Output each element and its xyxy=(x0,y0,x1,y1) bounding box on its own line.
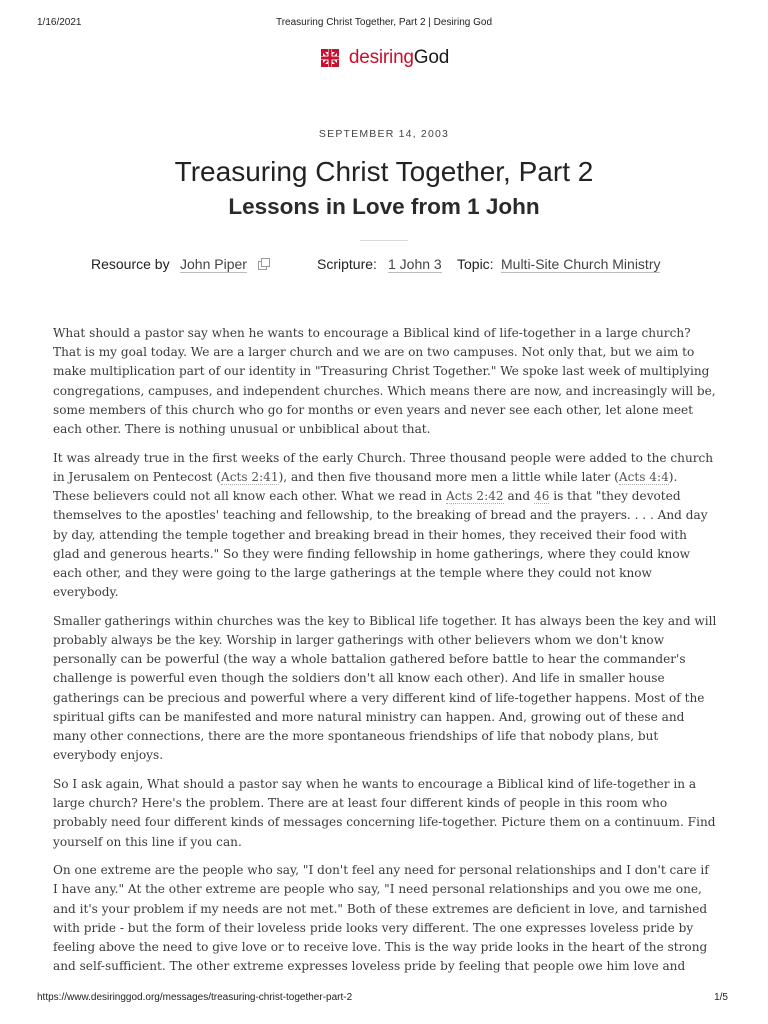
paragraph-5: On one extreme are the people who say, "I don't feel any need for personal relationships and I don't care if I have any." At the other extreme are people who say, "I need personal relationships and you owe me one, and it's your problem if my needs are not met." Both of these extremes are deficient in love, and tarnished with pride - but the form of their loveless pride looks very different. The one expresses loveless pride by feeling above the need to give love or to receive love. This is the way pride looks in the heart of the strong and self-sufficient. The other extreme expresses loveless pride by feeling that people owe him love and xyxy=(53,863,709,974)
paragraph-4: So I ask again, What should a pastor say when he wants to encourage a Biblical kind of life-together in a large church? Here's the problem. There are at least four different kinds of people in this room who probably need four different kinds of messages concerning life-together. Picture them on a continuum. Find yourself on this line if you can. xyxy=(53,776,716,849)
scripture-ref-link[interactable]: Acts 2:41 xyxy=(220,469,279,484)
print-date: 1/16/2021 xyxy=(37,17,82,28)
paragraph-3: Smaller gatherings within churches was the key to Biblical life together. It has always been the key and will probably always be the key. Worship in larger gatherings with other believers whom we don't know personally can be powerful (the way a whole battalion gathered before battle to hear the commander's challenge is powerful even though the soldiers don't all know each other). And life in smaller house gatherings can be precious and powerful where a very different kind of life-together happens. Most of the spiritual gifts can be manifested and more natural ministry can happen. And, growing out of these and many other connections, there are the more spontaneous friendships of life that nobody plans, but everybody enjoys. xyxy=(53,613,717,763)
brand-name-prefix: desiring xyxy=(348,47,414,68)
site-brand[interactable] xyxy=(0,47,768,69)
paragraph-2: It was already true in the first weeks of the early Church. Three thousand people were added to the church in Jerusalem on Pentecost (Acts 2:41), and then five thousand more men a little while later (Acts 4:4). These believers could not all know each other. What we read in Acts 2:42 and 46 is that "they devoted themselves to the apostles' teaching and fellowship, to the breaking of bread and the prayers. . . . And day by day, attending the temple together and breaking bread in their homes, they received their food with glad and generous hearts." So they were finding fellowship in home gatherings, where they could know each other, and they were going to the large gatherings at the temple where they could not know everybody. xyxy=(53,450,714,600)
print-page-title: Treasuring Christ Together, Part 2 | Desiring God xyxy=(275,17,493,28)
author-link[interactable]: John Piper xyxy=(180,256,247,272)
brand-name xyxy=(349,47,449,69)
external-window-icon[interactable] xyxy=(257,257,271,271)
scripture-ref-link[interactable]: Acts 4:4 xyxy=(618,469,669,484)
scripture-label: Scripture: xyxy=(317,256,377,272)
article-subtitle: Lessons in Love from 1 John xyxy=(228,194,540,219)
desiring-god-logo-icon xyxy=(319,47,341,69)
resource-label: Resource by xyxy=(91,256,170,272)
article-title: Treasuring Christ Together, Part 2 xyxy=(174,156,594,187)
scripture-link[interactable]: 1 John 3 xyxy=(388,256,442,272)
topic-label: Topic: xyxy=(457,256,494,272)
brand-name-suffix: God xyxy=(413,47,450,68)
scripture-ref-link[interactable]: Acts 2:42 xyxy=(446,489,504,504)
print-page-number: 1/5 xyxy=(714,992,728,1003)
article-body xyxy=(53,324,717,986)
article-date: SEPTEMBER 14, 2003 xyxy=(318,128,450,140)
scripture-ref-link[interactable]: 46 xyxy=(534,489,550,504)
title-divider xyxy=(360,240,408,241)
print-url: https://www.desiringgod.org/messages/treasuring-christ-together-part-2 xyxy=(37,992,353,1003)
print-footer xyxy=(0,992,768,1006)
paragraph-1: What should a pastor say when he wants to encourage a Biblical kind of life-together in a large church? That is my goal today. We are a larger church and we are on two campuses. Not only that, but we aim to make multiplication part of our identity in "Treasuring Christ Together." We spoke last week of multiplying congregations, campuses, and independent churches. Which means there are now, and increasingly will be, some members of this church who go for months or even years and never see each other, let alone meet each other. There is nothing unusual or unbiblical about that. xyxy=(53,326,716,437)
topic-link[interactable]: Multi-Site Church Ministry xyxy=(501,256,661,272)
print-header xyxy=(0,17,768,31)
